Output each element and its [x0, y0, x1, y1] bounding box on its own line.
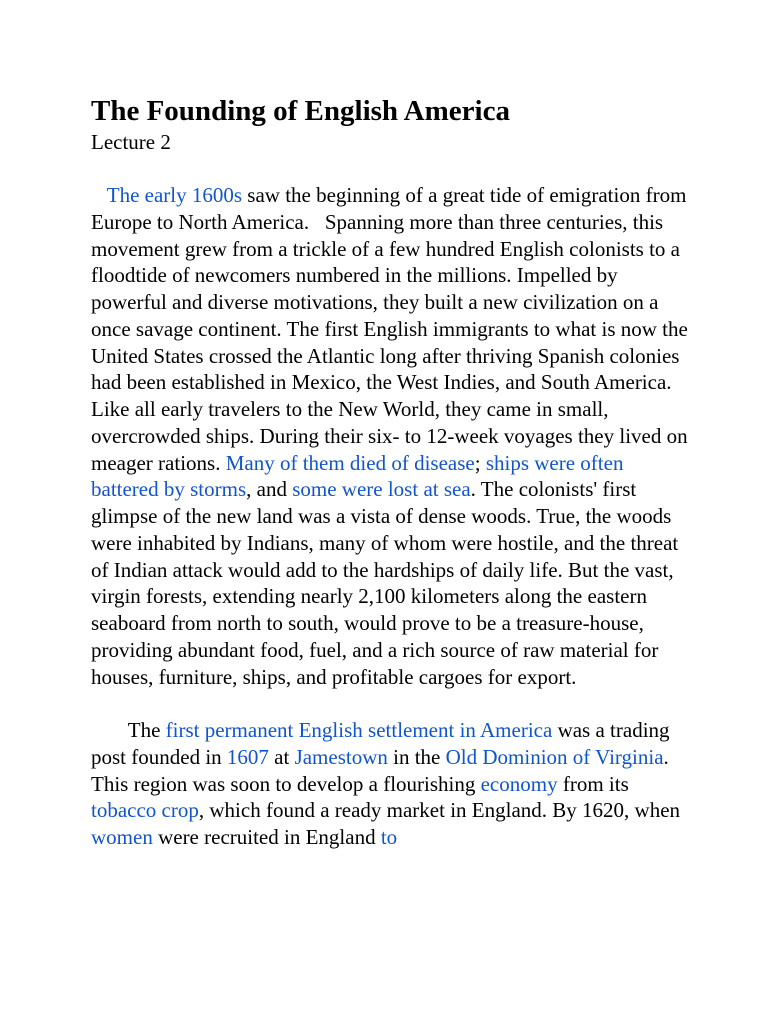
body-paragraph [91, 717, 691, 851]
document-page [91, 94, 694, 878]
paragraph-text: from its [557, 771, 635, 796]
link-ships-battered-by-storms[interactable]: ships were often battered by storms [91, 450, 629, 502]
paragraph-text: ; [474, 450, 486, 475]
paragraph-text: in the [387, 744, 446, 769]
document-subtitle: Lecture 2 [91, 130, 171, 154]
paragraph-text: . This region was soon to develop a flourishing [91, 744, 674, 796]
paragraph-text: , and [246, 477, 293, 502]
paragraph-text: at [268, 744, 295, 769]
document-title: The Founding of English America [91, 95, 510, 127]
link-some-lost-at-sea[interactable]: some were lost at sea [292, 477, 471, 502]
document-body [91, 182, 694, 851]
link-women[interactable]: women [91, 825, 153, 849]
paragraph-text [91, 183, 107, 207]
link-jamestown[interactable]: Jamestown [294, 744, 388, 769]
link-old-dominion-of-virginia[interactable]: Old Dominion of Virginia [445, 744, 664, 769]
paragraph-text: was a trading post founded in [91, 718, 675, 769]
body-paragraph [91, 182, 694, 690]
paragraph-text: . The colonists' first glimpse of the new land was a vista of dense woods. True, the woods were inhabited by Indians, many of whom were hostile, and the threat of Indian attack would add to the hardships of daily life. But the vast, virgin forests, extending nearly 2,100 kilometers along the eastern seaboard from north to south, would prove to be a treasure-house, providing abundant food, fuel, and a rich source of raw material for houses, furniture, ships, and profitable cargoes for export. [91, 477, 684, 689]
paragraph-text: , which found a ready market in England. By 1620, when [198, 798, 686, 823]
link-to[interactable]: to [380, 825, 398, 849]
link-the-early-1600s[interactable]: The early 1600s [106, 183, 243, 207]
link-first-permanent-settlement[interactable]: first permanent English settlement in America [165, 718, 553, 742]
link-tobacco-crop[interactable]: tobacco crop [91, 798, 199, 823]
link-many-died-of-disease[interactable]: Many of them died of disease [225, 450, 475, 475]
paragraph-text: were recruited in England [152, 825, 381, 849]
paragraph-text: saw the beginning of a great tide of emigration from Europe to North America. Spanning more than three centuries, this movement grew from a trickle of a few hundred English colonists to a floodtide of newcomers numbered in the millions. Impelled by powerful and diverse motivations, they built a new civilization on a once savage continent. The first English immigrants to what is now the United States crossed the Atlantic long after thriving Spanish colonies had been established in Mexico, the West Indies, and South America. Like all early travelers to the New World, they came in small, overcrowded ships. During their six- to 12-week voyages they lived on meager rations. [91, 183, 694, 475]
link-1607[interactable]: 1607 [226, 744, 269, 769]
link-economy[interactable]: economy [480, 771, 558, 796]
paragraph-text: The [91, 718, 166, 742]
